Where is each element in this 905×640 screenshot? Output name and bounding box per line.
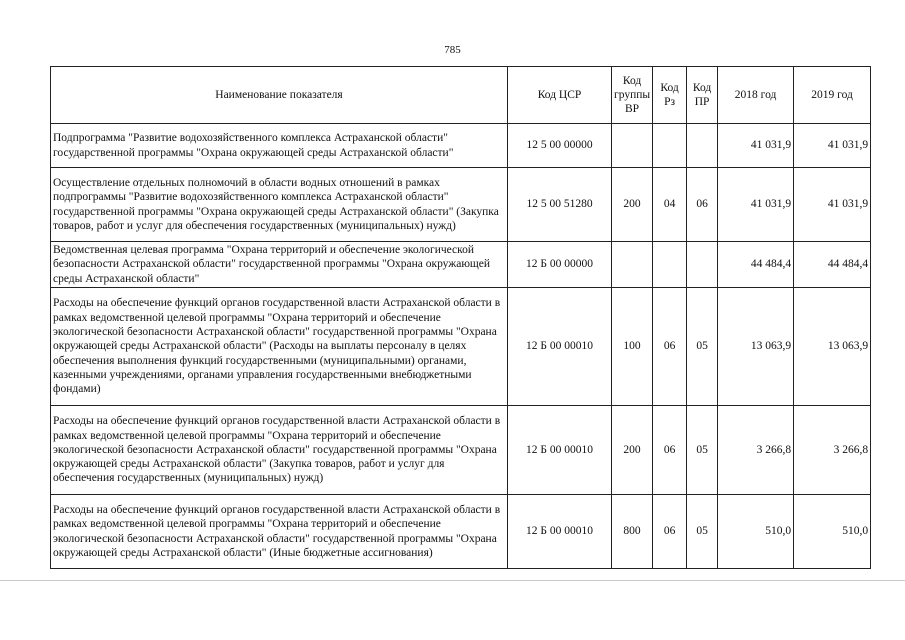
cell-name: Расходы на обеспечение функций органов государственной власти Астраханской области в рамках ведомственной целевой программы "Охрана территорий и обеспечение экологической безопасности Астраханской области" государственной программы "Охрана окружающей среды Астраханской области" (Закупка товаров, работ и услуг для обеспечения государственных (муниципальных) нужд) <box>51 406 508 495</box>
cell-vr-code: 800 <box>612 495 653 569</box>
table-row <box>51 168 871 242</box>
cell-csr-code: 12 Б 00 00010 <box>508 495 612 569</box>
cell-amount-2019: 3 266,8 <box>794 406 871 495</box>
cell-rz-code <box>653 124 687 168</box>
table-row <box>51 406 871 495</box>
cell-amount-2019: 13 063,9 <box>794 288 871 406</box>
cell-vr-code: 200 <box>612 168 653 242</box>
cell-amount-2019: 41 031,9 <box>794 168 871 242</box>
table-row <box>51 242 871 288</box>
cell-amount-2018: 44 484,4 <box>718 242 794 288</box>
cell-pr-code: 05 <box>687 406 718 495</box>
cell-pr-code: 06 <box>687 168 718 242</box>
cell-pr-code: 05 <box>687 495 718 569</box>
budget-table <box>50 66 871 569</box>
cell-amount-2018: 3 266,8 <box>718 406 794 495</box>
cell-amount-2018: 41 031,9 <box>718 168 794 242</box>
cell-csr-code: 12 Б 00 00000 <box>508 242 612 288</box>
cell-vr-code: 100 <box>612 288 653 406</box>
cell-pr-code: 05 <box>687 288 718 406</box>
cell-vr-code: 200 <box>612 406 653 495</box>
table-body <box>51 124 871 569</box>
header-vr-code: Код группы ВР <box>612 67 653 124</box>
page-divider <box>0 580 905 581</box>
cell-amount-2019: 41 031,9 <box>794 124 871 168</box>
cell-rz-code: 04 <box>653 168 687 242</box>
cell-rz-code <box>653 242 687 288</box>
cell-name: Расходы на обеспечение функций органов государственной власти Астраханской области в рамках ведомственной целевой программы "Охрана территорий и обеспечение экологической безопасности Астраханской области" государственной программы "Охрана окружающей среды Астраханской области" (Расходы на выплаты персоналу в целях обеспечения выполнения функций государственными (муниципальными) органами, казенными учреждениями, органами управления государственными внебюджетными фондами) <box>51 288 508 406</box>
header-name: Наименование показателя <box>51 67 508 124</box>
table-header <box>51 67 871 124</box>
cell-amount-2018: 510,0 <box>718 495 794 569</box>
cell-amount-2018: 13 063,9 <box>718 288 794 406</box>
cell-csr-code: 12 5 00 51280 <box>508 168 612 242</box>
cell-csr-code: 12 Б 00 00010 <box>508 406 612 495</box>
cell-name: Расходы на обеспечение функций органов государственной власти Астраханской области в рамках ведомственной целевой программы "Охрана территорий и обеспечение экологической безопасности Астраханской области" государственной программы "Охрана окружающей среды Астраханской области" (Иные бюджетные ассигнования) <box>51 495 508 569</box>
header-csr-code: Код ЦСР <box>508 67 612 124</box>
cell-name: Осуществление отдельных полномочий в области водных отношений в рамках подпрограммы "Развитие водохозяйственного комплекса Астраханской области" государственной программы "Охрана окружающей среды Астраханской области" (Закупка товаров, работ и услуг для обеспечения государственных (муниципальных) нужд) <box>51 168 508 242</box>
cell-rz-code: 06 <box>653 288 687 406</box>
header-rz-code: Код Рз <box>653 67 687 124</box>
cell-rz-code: 06 <box>653 406 687 495</box>
table-row <box>51 288 871 406</box>
cell-pr-code <box>687 124 718 168</box>
table-row <box>51 495 871 569</box>
cell-name: Ведомственная целевая программа "Охрана территорий и обеспечение экологической безопасности Астраханской области" государственной программы "Охрана окружающей среды Астраханской области" <box>51 242 508 288</box>
cell-vr-code <box>612 242 653 288</box>
page-number: 785 <box>444 44 461 56</box>
header-pr-code: Код ПР <box>687 67 718 124</box>
cell-amount-2018: 41 031,9 <box>718 124 794 168</box>
cell-vr-code <box>612 124 653 168</box>
cell-csr-code: 12 Б 00 00010 <box>508 288 612 406</box>
cell-rz-code: 06 <box>653 495 687 569</box>
header-year-2019: 2019 год <box>794 67 871 124</box>
cell-csr-code: 12 5 00 00000 <box>508 124 612 168</box>
cell-amount-2019: 44 484,4 <box>794 242 871 288</box>
header-row <box>51 67 871 124</box>
table-row <box>51 124 871 168</box>
header-year-2018: 2018 год <box>718 67 794 124</box>
cell-name: Подпрограмма "Развитие водохозяйственного комплекса Астраханской области" государственной программы "Охрана окружающей среды Астраханской области" <box>51 124 508 168</box>
cell-amount-2019: 510,0 <box>794 495 871 569</box>
cell-pr-code <box>687 242 718 288</box>
